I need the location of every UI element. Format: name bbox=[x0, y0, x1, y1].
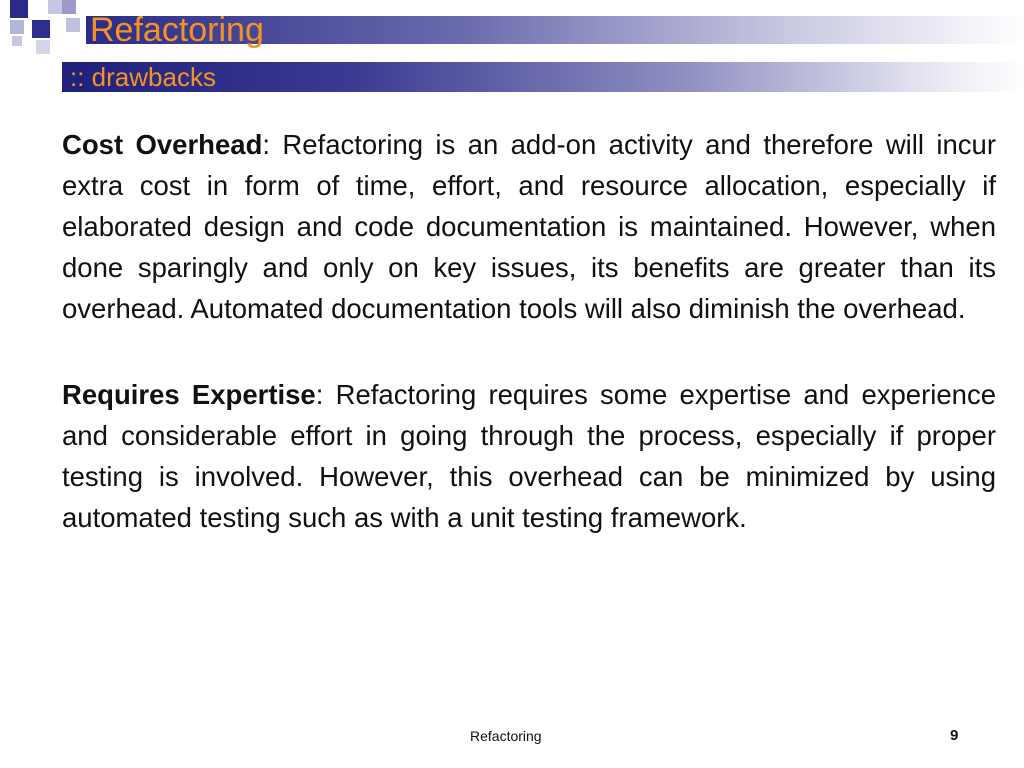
point-separator: : bbox=[262, 129, 271, 160]
decor-square bbox=[32, 20, 50, 38]
page-number: 9 bbox=[950, 727, 959, 744]
footer-label: Refactoring bbox=[470, 728, 542, 744]
slide-content bbox=[62, 124, 996, 538]
decor-square bbox=[12, 36, 22, 46]
point-text: Refactoring is an add-on activity and therefore will incur extra cost in form of time, effort, and resource allocation, especially if elaborated design and code documentation is maintained. However, when done sparingly and only on key issues, its benefits are greater than its overhead. Automated documentation tools will also diminish the overhead. bbox=[62, 129, 996, 324]
decor-square bbox=[10, 0, 28, 18]
decor-square bbox=[62, 0, 76, 14]
decor-square bbox=[10, 20, 24, 34]
point-requires-expertise bbox=[62, 374, 996, 538]
slide-subtitle: :: drawbacks bbox=[70, 62, 216, 92]
point-text: Refactoring requires some expertise and experience and considerable effort in going through the process, especially if proper testing is involved. However, this overhead can be minimized by using automated testing such as with a unit testing framework. bbox=[62, 379, 996, 533]
point-separator: : bbox=[315, 379, 324, 410]
slide-title: Refactoring bbox=[90, 11, 264, 49]
point-cost-overhead bbox=[62, 124, 996, 329]
decor-square bbox=[66, 18, 80, 32]
point-term: Requires Expertise bbox=[62, 379, 316, 410]
decor-square bbox=[36, 40, 50, 54]
point-term: Cost Overhead bbox=[62, 129, 263, 160]
decor-square bbox=[48, 0, 62, 14]
